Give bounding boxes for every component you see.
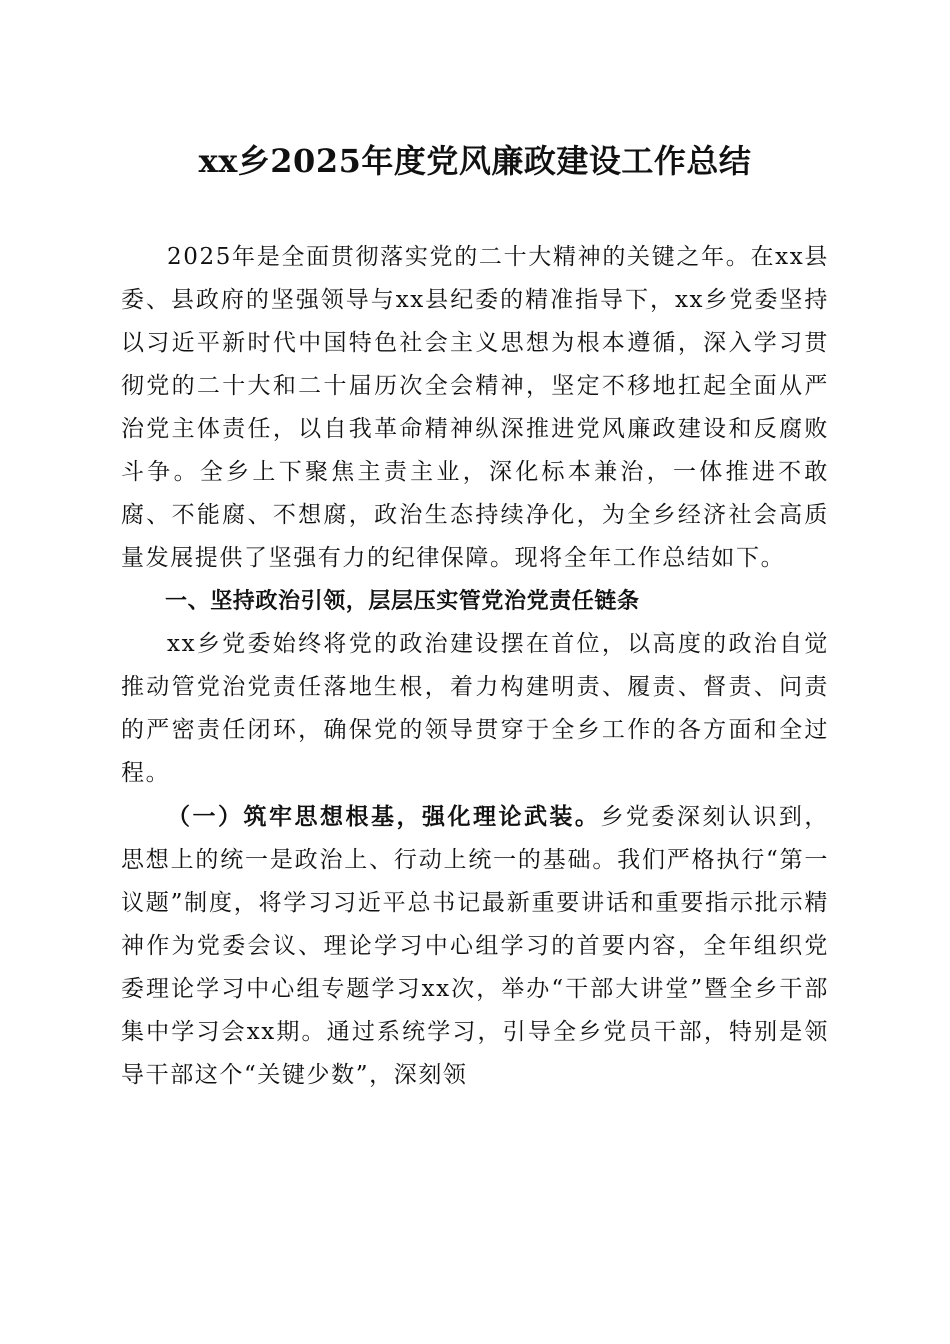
section-heading-1: 一、坚持政治引领，层层压实管党治党责任链条	[165, 589, 640, 614]
document-body	[121, 236, 829, 1097]
subsection-1-lead: （一）筑牢思想根基，强化理论武装。	[167, 803, 601, 830]
document-title: xx乡2025年度党风廉政建设工作总结	[198, 142, 752, 180]
section1-intro-paragraph: xx乡党委始终将党的政治建设摆在首位，以高度的政治自觉推动管党治党责任落地生根，着力构建明责、履责、督责、问责的严密责任闭环，确保党的领导贯穿于全乡工作的各方面和全过程。	[121, 631, 829, 786]
intro-paragraph: 2025年是全面贯彻落实党的二十大精神的关键之年。在xx县委、县政府的坚强领导与xx县纪委的精准指导下，xx乡党委坚持以习近平新时代中国特色社会主义思想为根本遵循，深入学习贯彻党的二十大和二十届历次全会精神，坚定不移地扛起全面从严治党主体责任，以自我革命精神纵深推进党风廉政建设和反腐败斗争。全乡上下聚焦主责主业，深化标本兼治，一体推进不敢腐、不能腐、不想腐，政治生态持续净化，为全乡经济社会高质量发展提供了坚强有力的纪律保障。现将全年工作总结如下。	[121, 244, 829, 571]
subsection-1-paragraph	[121, 795, 829, 1097]
subsection-1-text: 乡党委深刻认识到，思想上的统一是政治上、行动上统一的基础。我们严格执行“第一议题”制度，将学习习近平总书记最新重要讲话和重要指示批示精神作为党委会议、理论学习中心组学习的首要内容，全年组织党委理论学习中心组专题学习xx次，举办“干部大讲堂”暨全乡干部集中学习会xx期。通过系统学习，引导全乡党员干部，特别是领导干部这个“关键少数”，深刻领	[121, 804, 830, 1088]
